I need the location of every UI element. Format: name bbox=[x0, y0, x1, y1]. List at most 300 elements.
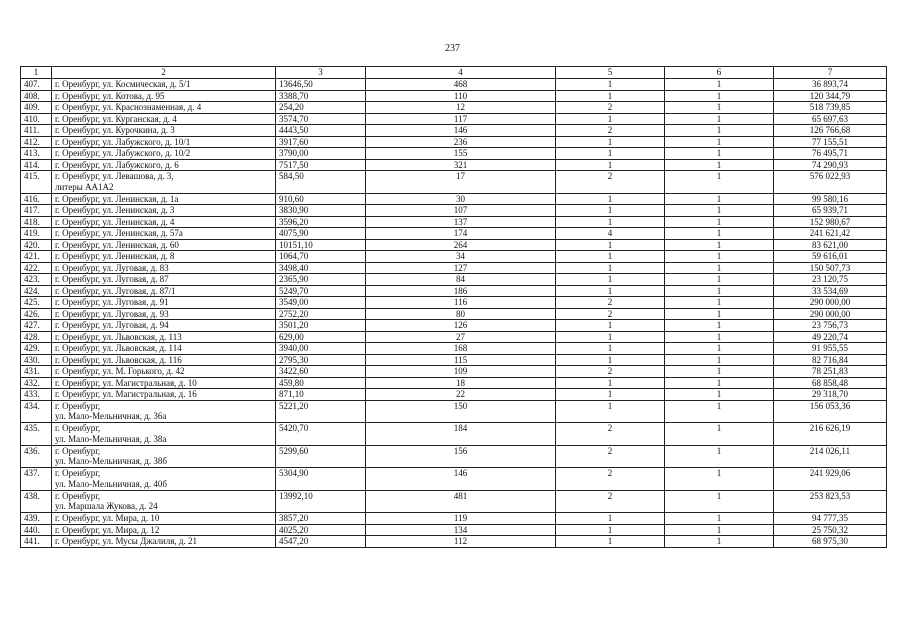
amount-cell: 59 616,01 bbox=[774, 251, 887, 263]
column-6-cell: 1 bbox=[665, 490, 774, 513]
amount-cell: 290 000,00 bbox=[774, 308, 887, 320]
column-header: 6 bbox=[665, 67, 774, 79]
address-line: ул. Мало-Мельничная, д. 40б bbox=[55, 478, 167, 489]
address-line: г. Оренбург, ул. Курочкина, д. 3 bbox=[55, 125, 175, 135]
address-cell bbox=[52, 239, 276, 251]
address-line: г. Оренбург, ул. Луговая, д. 91 bbox=[55, 297, 169, 307]
address-cell bbox=[52, 274, 276, 286]
address-line: г. Оренбург, ул. Луговая, д. 83 bbox=[55, 262, 169, 273]
row-number-cell: 427. bbox=[21, 320, 52, 332]
table-row bbox=[21, 251, 887, 263]
row-number-cell: 415. bbox=[21, 171, 52, 194]
address-line: г. Оренбург, ул. Лабужского, д. 6 bbox=[55, 159, 179, 170]
column-5-cell: 1 bbox=[556, 343, 665, 355]
address-cell bbox=[52, 354, 276, 366]
amount-cell: 29 318,70 bbox=[774, 389, 887, 401]
amount-cell: 83 621,00 bbox=[774, 239, 887, 251]
address-line: г. Оренбург, ул. Магистральная, д. 10 bbox=[55, 377, 197, 388]
address-line: г. Оренбург, ул. Курганская, д. 4 bbox=[55, 113, 177, 124]
table-row bbox=[21, 536, 887, 548]
column-6-cell: 1 bbox=[665, 193, 774, 205]
column-5-cell: 1 bbox=[556, 377, 665, 389]
address-cell bbox=[52, 136, 276, 148]
amount-cell: 65 939,71 bbox=[774, 205, 887, 217]
row-number-cell: 411. bbox=[21, 125, 52, 137]
address-cell bbox=[52, 125, 276, 137]
area-cell: 871,10 bbox=[276, 389, 366, 401]
amount-cell: 156 053,36 bbox=[774, 400, 887, 423]
column-4-cell: 17 bbox=[366, 171, 556, 194]
table-row bbox=[21, 113, 887, 125]
address-line: г. Оренбург, ул. Ленинская, д. 8 bbox=[55, 251, 175, 261]
column-6-cell: 1 bbox=[665, 216, 774, 228]
column-5-cell: 1 bbox=[556, 216, 665, 228]
row-number-cell: 422. bbox=[21, 262, 52, 274]
address-cell bbox=[52, 193, 276, 205]
address-line: г. Оренбург, ул. Ленинская, д. 3 bbox=[55, 205, 175, 215]
column-5-cell: 2 bbox=[556, 445, 665, 468]
column-header: 7 bbox=[774, 67, 887, 79]
row-number-cell: 429. bbox=[21, 343, 52, 355]
column-6-cell: 1 bbox=[665, 536, 774, 548]
column-4-cell: 184 bbox=[366, 423, 556, 446]
column-4-cell: 146 bbox=[366, 468, 556, 491]
column-5-cell: 2 bbox=[556, 125, 665, 137]
address-line: г. Оренбург, ул. М. Горького, д. 42 bbox=[55, 366, 185, 376]
address-cell bbox=[52, 251, 276, 263]
column-5-cell: 1 bbox=[556, 536, 665, 548]
column-6-cell: 1 bbox=[665, 228, 774, 240]
address-line: г. Оренбург, ул. Луговая, д. 94 bbox=[55, 320, 169, 330]
amount-cell: 68 975,30 bbox=[774, 536, 887, 548]
address-line: г. Оренбург, ул. Ленинская, д. 1а bbox=[55, 193, 179, 204]
row-number-cell: 409. bbox=[21, 102, 52, 114]
address-cell bbox=[52, 366, 276, 378]
row-number-cell: 441. bbox=[21, 536, 52, 548]
amount-cell: 68 858,48 bbox=[774, 377, 887, 389]
column-6-cell: 1 bbox=[665, 377, 774, 389]
column-4-cell: 127 bbox=[366, 262, 556, 274]
address-line: литеры АА1А2 bbox=[55, 181, 114, 192]
column-5-cell: 1 bbox=[556, 113, 665, 125]
address-cell bbox=[52, 79, 276, 91]
column-5-cell: 2 bbox=[556, 490, 665, 513]
table-row bbox=[21, 90, 887, 102]
address-line: ул. Мало-Мельничная, д. 38а bbox=[55, 433, 167, 444]
table-row bbox=[21, 490, 887, 513]
amount-cell: 214 026,11 bbox=[774, 445, 887, 468]
table-row bbox=[21, 297, 887, 309]
address-line: г. Оренбург, ул. Лабужского, д. 10/2 bbox=[55, 148, 191, 158]
address-cell bbox=[52, 423, 276, 446]
address-cell bbox=[52, 400, 276, 423]
row-number-cell: 410. bbox=[21, 113, 52, 125]
area-cell: 3498,40 bbox=[276, 262, 366, 274]
area-cell: 3422,60 bbox=[276, 366, 366, 378]
column-5-cell: 1 bbox=[556, 159, 665, 171]
address-line: г. Оренбург, ул. Ленинская, д. 57а bbox=[55, 228, 183, 238]
table-row bbox=[21, 343, 887, 355]
address-cell bbox=[52, 113, 276, 125]
column-6-cell: 1 bbox=[665, 251, 774, 263]
address-cell bbox=[52, 205, 276, 217]
page-number: 237 bbox=[445, 43, 460, 54]
amount-cell: 216 626,19 bbox=[774, 423, 887, 446]
column-4-cell: 27 bbox=[366, 331, 556, 343]
table-row bbox=[21, 377, 887, 389]
amount-cell: 241 621,42 bbox=[774, 228, 887, 240]
table-row bbox=[21, 274, 887, 286]
row-number-cell: 424. bbox=[21, 285, 52, 297]
amount-cell: 36 893,74 bbox=[774, 79, 887, 91]
address-cell bbox=[52, 490, 276, 513]
row-number-cell: 421. bbox=[21, 251, 52, 263]
column-6-cell: 1 bbox=[665, 274, 774, 286]
row-number-cell: 407. bbox=[21, 79, 52, 91]
row-number-cell: 436. bbox=[21, 445, 52, 468]
area-cell: 459,80 bbox=[276, 377, 366, 389]
table-row bbox=[21, 285, 887, 297]
address-cell bbox=[52, 297, 276, 309]
column-6-cell: 1 bbox=[665, 285, 774, 297]
column-4-cell: 116 bbox=[366, 297, 556, 309]
row-number-cell: 431. bbox=[21, 366, 52, 378]
column-5-cell: 1 bbox=[556, 400, 665, 423]
area-cell: 3388,70 bbox=[276, 90, 366, 102]
column-5-cell: 1 bbox=[556, 389, 665, 401]
address-cell bbox=[52, 445, 276, 468]
column-4-cell: 236 bbox=[366, 136, 556, 148]
column-5-cell: 1 bbox=[556, 354, 665, 366]
column-6-cell: 1 bbox=[665, 239, 774, 251]
address-line: г. Оренбург, bbox=[55, 490, 101, 501]
address-line: ул. Маршала Жукова, д. 24 bbox=[55, 501, 158, 511]
amount-cell: 65 697,63 bbox=[774, 113, 887, 125]
address-line: г. Оренбург, ул. Ленинская, д. 4 bbox=[55, 216, 175, 227]
table-row bbox=[21, 125, 887, 137]
amount-cell: 518 739,85 bbox=[774, 102, 887, 114]
row-number-cell: 425. bbox=[21, 297, 52, 309]
column-4-cell: 22 bbox=[366, 389, 556, 401]
amount-cell: 576 022,93 bbox=[774, 171, 887, 194]
column-4-cell: 146 bbox=[366, 125, 556, 137]
column-6-cell: 1 bbox=[665, 524, 774, 536]
column-5-cell: 1 bbox=[556, 79, 665, 91]
area-cell: 13646,50 bbox=[276, 79, 366, 91]
table-row bbox=[21, 320, 887, 332]
column-header: 5 bbox=[556, 67, 665, 79]
address-cell bbox=[52, 262, 276, 274]
column-6-cell: 1 bbox=[665, 205, 774, 217]
column-6-cell: 1 bbox=[665, 468, 774, 491]
address-cell bbox=[52, 90, 276, 102]
column-4-cell: 137 bbox=[366, 216, 556, 228]
address-cell bbox=[52, 536, 276, 548]
table-row bbox=[21, 239, 887, 251]
area-cell: 3790,00 bbox=[276, 148, 366, 160]
column-6-cell: 1 bbox=[665, 125, 774, 137]
table-row bbox=[21, 148, 887, 160]
address-line: г. Оренбург, ул. Луговая, д. 93 bbox=[55, 308, 169, 319]
column-5-cell: 1 bbox=[556, 136, 665, 148]
column-5-cell: 1 bbox=[556, 148, 665, 160]
amount-cell: 120 344,79 bbox=[774, 90, 887, 102]
column-5-cell: 1 bbox=[556, 251, 665, 263]
area-cell: 10151,10 bbox=[276, 239, 366, 251]
table-row bbox=[21, 228, 887, 240]
column-5-cell: 1 bbox=[556, 513, 665, 525]
column-4-cell: 186 bbox=[366, 285, 556, 297]
amount-cell: 76 495,71 bbox=[774, 148, 887, 160]
table-row bbox=[21, 102, 887, 114]
table-row bbox=[21, 193, 887, 205]
column-5-cell: 2 bbox=[556, 102, 665, 114]
column-5-cell: 2 bbox=[556, 308, 665, 320]
column-header: 1 bbox=[21, 67, 52, 79]
column-4-cell: 30 bbox=[366, 193, 556, 205]
area-cell: 5221,20 bbox=[276, 400, 366, 423]
address-cell bbox=[52, 148, 276, 160]
amount-cell: 126 766,68 bbox=[774, 125, 887, 137]
address-cell bbox=[52, 285, 276, 297]
amount-cell: 99 580,16 bbox=[774, 193, 887, 205]
address-cell bbox=[52, 320, 276, 332]
address-cell bbox=[52, 468, 276, 491]
row-number-cell: 439. bbox=[21, 513, 52, 525]
row-number-cell: 412. bbox=[21, 136, 52, 148]
area-cell: 3940,00 bbox=[276, 343, 366, 355]
column-4-cell: 34 bbox=[366, 251, 556, 263]
address-cell bbox=[52, 171, 276, 194]
amount-cell: 25 750,32 bbox=[774, 524, 887, 536]
row-number-cell: 437. bbox=[21, 468, 52, 491]
column-5-cell: 1 bbox=[556, 285, 665, 297]
area-cell: 3549,00 bbox=[276, 297, 366, 309]
address-line: ул. Мало-Мельничная, д. 38б bbox=[55, 456, 167, 466]
column-4-cell: 156 bbox=[366, 445, 556, 468]
row-number-cell: 433. bbox=[21, 389, 52, 401]
column-4-cell: 112 bbox=[366, 536, 556, 548]
column-6-cell: 1 bbox=[665, 343, 774, 355]
row-number-cell: 423. bbox=[21, 274, 52, 286]
column-6-cell: 1 bbox=[665, 113, 774, 125]
area-cell: 2365,90 bbox=[276, 274, 366, 286]
address-line: г. Оренбург, bbox=[55, 400, 101, 411]
area-cell: 5420,70 bbox=[276, 423, 366, 446]
column-4-cell: 321 bbox=[366, 159, 556, 171]
column-6-cell: 1 bbox=[665, 297, 774, 309]
address-cell bbox=[52, 513, 276, 525]
column-6-cell: 1 bbox=[665, 389, 774, 401]
table-row bbox=[21, 524, 887, 536]
area-cell: 13992,10 bbox=[276, 490, 366, 513]
amount-cell: 82 716,84 bbox=[774, 354, 887, 366]
address-cell bbox=[52, 216, 276, 228]
column-header: 4 bbox=[366, 67, 556, 79]
row-number-cell: 428. bbox=[21, 331, 52, 343]
registry-table bbox=[20, 66, 887, 548]
row-number-cell: 416. bbox=[21, 193, 52, 205]
column-6-cell: 1 bbox=[665, 148, 774, 160]
area-cell: 254,20 bbox=[276, 102, 366, 114]
row-number-cell: 419. bbox=[21, 228, 52, 240]
address-line: г. Оренбург, bbox=[55, 445, 101, 456]
area-cell: 5304,90 bbox=[276, 468, 366, 491]
column-4-cell: 117 bbox=[366, 113, 556, 125]
address-cell bbox=[52, 102, 276, 114]
row-number-cell: 438. bbox=[21, 490, 52, 513]
column-6-cell: 1 bbox=[665, 513, 774, 525]
row-number-cell: 418. bbox=[21, 216, 52, 228]
column-5-cell: 2 bbox=[556, 366, 665, 378]
table-row bbox=[21, 79, 887, 91]
address-cell bbox=[52, 331, 276, 343]
table-row bbox=[21, 445, 887, 468]
column-6-cell: 1 bbox=[665, 366, 774, 378]
amount-cell: 290 000,00 bbox=[774, 297, 887, 309]
table-row bbox=[21, 308, 887, 320]
column-6-cell: 1 bbox=[665, 445, 774, 468]
table-row bbox=[21, 423, 887, 446]
table-row bbox=[21, 366, 887, 378]
address-line: г. Оренбург, ул. Котова, д. 95 bbox=[55, 90, 165, 101]
address-cell bbox=[52, 228, 276, 240]
column-4-cell: 126 bbox=[366, 320, 556, 332]
area-cell: 3830,90 bbox=[276, 205, 366, 217]
row-number-cell: 440. bbox=[21, 524, 52, 536]
amount-cell: 49 220,74 bbox=[774, 331, 887, 343]
table-header-row bbox=[21, 67, 887, 79]
column-5-cell: 1 bbox=[556, 274, 665, 286]
table-row bbox=[21, 331, 887, 343]
row-number-cell: 413. bbox=[21, 148, 52, 160]
column-6-cell: 1 bbox=[665, 102, 774, 114]
table-row bbox=[21, 159, 887, 171]
address-cell bbox=[52, 377, 276, 389]
column-4-cell: 109 bbox=[366, 366, 556, 378]
area-cell: 3501,20 bbox=[276, 320, 366, 332]
column-6-cell: 1 bbox=[665, 320, 774, 332]
area-cell: 4075,90 bbox=[276, 228, 366, 240]
column-5-cell: 1 bbox=[556, 239, 665, 251]
address-line: г. Оренбург, ул. Мусы Джалиля, д. 21 bbox=[55, 536, 198, 546]
address-cell bbox=[52, 343, 276, 355]
column-5-cell: 1 bbox=[556, 331, 665, 343]
column-6-cell: 1 bbox=[665, 423, 774, 446]
address-line: г. Оренбург, ул. Лабужского, д. 10/1 bbox=[55, 136, 191, 147]
address-cell bbox=[52, 389, 276, 401]
row-number-cell: 414. bbox=[21, 159, 52, 171]
address-line: г. Оренбург, ул. Леваш‌ова, д. 3, bbox=[55, 171, 174, 181]
column-5-cell: 4 bbox=[556, 228, 665, 240]
column-4-cell: 107 bbox=[366, 205, 556, 217]
column-6-cell: 1 bbox=[665, 331, 774, 343]
column-6-cell: 1 bbox=[665, 262, 774, 274]
table-row bbox=[21, 205, 887, 217]
column-5-cell: 1 bbox=[556, 524, 665, 536]
address-line: г. Оренбург, ул. Мира, д. 10 bbox=[55, 513, 160, 523]
column-6-cell: 1 bbox=[665, 90, 774, 102]
column-header: 2 bbox=[52, 67, 276, 79]
row-number-cell: 426. bbox=[21, 308, 52, 320]
area-cell: 584,50 bbox=[276, 171, 366, 194]
area-cell: 3574,70 bbox=[276, 113, 366, 125]
column-5-cell: 2 bbox=[556, 171, 665, 194]
area-cell: 3857,20 bbox=[276, 513, 366, 525]
address-line: г. Оренбург, ул. Краснознаменная, д. 4 bbox=[55, 102, 202, 112]
amount-cell: 241 929,06 bbox=[774, 468, 887, 491]
column-5-cell: 2 bbox=[556, 423, 665, 446]
area-cell: 2795,30 bbox=[276, 354, 366, 366]
column-4-cell: 115 bbox=[366, 354, 556, 366]
table-body bbox=[21, 79, 887, 548]
column-5-cell: 2 bbox=[556, 297, 665, 309]
table-row bbox=[21, 216, 887, 228]
row-number-cell: 420. bbox=[21, 239, 52, 251]
area-cell: 3596,20 bbox=[276, 216, 366, 228]
row-number-cell: 417. bbox=[21, 205, 52, 217]
table-row bbox=[21, 354, 887, 366]
amount-cell: 23 756,73 bbox=[774, 320, 887, 332]
row-number-cell: 432. bbox=[21, 377, 52, 389]
column-4-cell: 80 bbox=[366, 308, 556, 320]
address-line: г. Оренбург, ул. Луговая, д. 87 bbox=[55, 274, 169, 284]
column-4-cell: 12 bbox=[366, 102, 556, 114]
area-cell: 5249,70 bbox=[276, 285, 366, 297]
column-5-cell: 1 bbox=[556, 262, 665, 274]
amount-cell: 33 534,69 bbox=[774, 285, 887, 297]
address-line: г. Оренбург, ул. Львовская, д. 116 bbox=[55, 354, 182, 365]
address-cell bbox=[52, 308, 276, 320]
column-6-cell: 1 bbox=[665, 308, 774, 320]
address-line: г. Оренбург, ул. Львовская, д. 114 bbox=[55, 343, 182, 353]
area-cell: 3917,60 bbox=[276, 136, 366, 148]
amount-cell: 74 290,93 bbox=[774, 159, 887, 171]
area-cell: 910,60 bbox=[276, 193, 366, 205]
amount-cell: 91 955,55 bbox=[774, 343, 887, 355]
amount-cell: 150 507,73 bbox=[774, 262, 887, 274]
address-line: г. Оренбург, ул. Космическая, д. 5/1 bbox=[55, 79, 191, 89]
column-4-cell: 134 bbox=[366, 524, 556, 536]
area-cell: 4547,20 bbox=[276, 536, 366, 548]
address-cell bbox=[52, 159, 276, 171]
row-number-cell: 408. bbox=[21, 90, 52, 102]
column-6-cell: 1 bbox=[665, 159, 774, 171]
column-4-cell: 150 bbox=[366, 400, 556, 423]
amount-cell: 152 980,67 bbox=[774, 216, 887, 228]
area-cell: 4025,20 bbox=[276, 524, 366, 536]
address-line: ул. Мало-Мельничная, д. 36а bbox=[55, 411, 167, 421]
column-5-cell: 1 bbox=[556, 90, 665, 102]
column-4-cell: 468 bbox=[366, 79, 556, 91]
column-6-cell: 1 bbox=[665, 354, 774, 366]
amount-cell: 94 777,35 bbox=[774, 513, 887, 525]
column-6-cell: 1 bbox=[665, 171, 774, 194]
column-4-cell: 481 bbox=[366, 490, 556, 513]
column-5-cell: 2 bbox=[556, 468, 665, 491]
address-cell bbox=[52, 524, 276, 536]
amount-cell: 253 823,53 bbox=[774, 490, 887, 513]
amount-cell: 77 155,51 bbox=[774, 136, 887, 148]
table-row bbox=[21, 513, 887, 525]
column-4-cell: 155 bbox=[366, 148, 556, 160]
column-header: 3 bbox=[276, 67, 366, 79]
amount-cell: 23 120,75 bbox=[774, 274, 887, 286]
row-number-cell: 430. bbox=[21, 354, 52, 366]
column-5-cell: 1 bbox=[556, 193, 665, 205]
column-5-cell: 1 bbox=[556, 205, 665, 217]
table-row bbox=[21, 136, 887, 148]
